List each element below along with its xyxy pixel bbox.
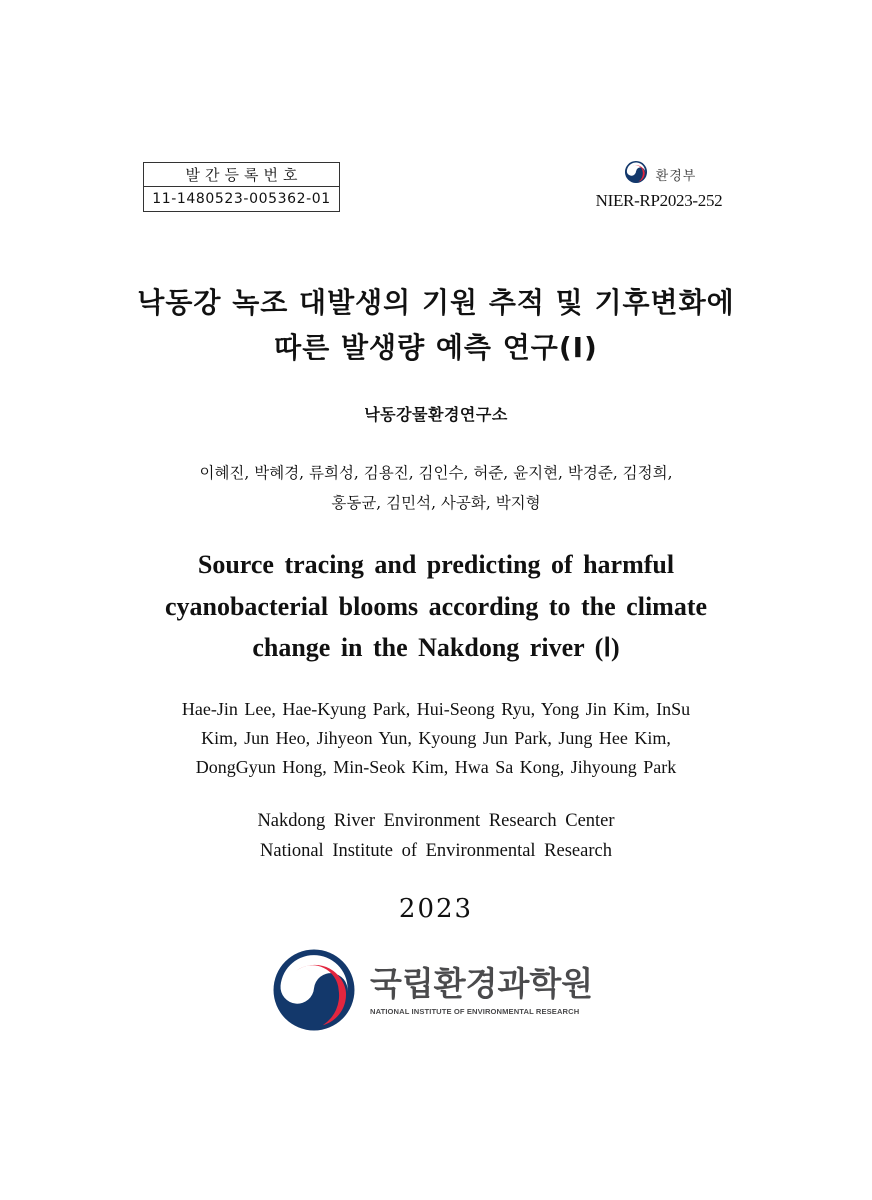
registration-number: 11-1480523-005362-01 — [152, 191, 331, 207]
english-title — [0, 544, 872, 669]
report-code: NIER-RP2023-252 — [595, 191, 723, 210]
publication-year: 2023 — [398, 894, 474, 924]
ministry-logo — [580, 160, 740, 188]
institute-logo — [270, 946, 593, 1039]
institute-name-block — [370, 964, 594, 1016]
korean-title-line: 낙동강 녹조 대발생의 기원 추적 및 기후변화에 — [137, 286, 735, 319]
ministry-block — [570, 160, 740, 211]
english-authors-line: Kim, Jun Heo, Jihyeon Yun, Kyoung Jun Park, Jung Hee Kim, — [201, 728, 671, 748]
english-authors-line: DongGyun Hong, Min-Seok Kim, Hwa Sa Kong, Jihyoung Park — [195, 757, 677, 777]
registration-number-box — [143, 162, 340, 212]
english-org-line: National Institute of Environmental Research — [260, 841, 612, 861]
english-title-line: Source tracing and predicting of harmful — [197, 550, 675, 579]
english-organization — [0, 806, 872, 866]
korean-authors-line: 이혜진, 박혜경, 류희성, 김용진, 김인수, 허준, 윤지현, 박경준, 김정희, — [199, 464, 673, 482]
english-title-line: change in the Nakdong river (Ⅰ) — [252, 633, 620, 662]
english-authors-line: Hae-Jin Lee, Hae-Kyung Park, Hui-Seong Ryu, Yong Jin Kim, InSu — [181, 699, 691, 719]
english-title-line: cyanobacterial blooms according to the climate — [164, 591, 708, 621]
taegeuk-emblem-icon — [624, 160, 648, 189]
korean-authors — [0, 458, 872, 518]
korean-authors-line: 홍동균, 김민석, 사공화, 박지형 — [331, 494, 541, 512]
taegeuk-emblem-icon — [270, 946, 358, 1039]
registration-label: 발간등록번호 — [144, 163, 339, 187]
english-org-line: Nakdong River Environment Research Center — [257, 811, 615, 831]
english-authors — [0, 695, 872, 782]
ministry-name: 환경부 — [655, 168, 697, 184]
institute-korean-name: 국립환경과학원 — [370, 964, 594, 1003]
korean-title-line: 따른 발생량 예측 연구(Ⅰ) — [274, 331, 598, 364]
korean-title — [0, 280, 872, 370]
korean-organization: 낙동강물환경연구소 — [364, 405, 508, 424]
institute-english-name: NATIONAL INSTITUTE OF ENVIRONMENTAL RESEARCH — [370, 1007, 580, 1016]
